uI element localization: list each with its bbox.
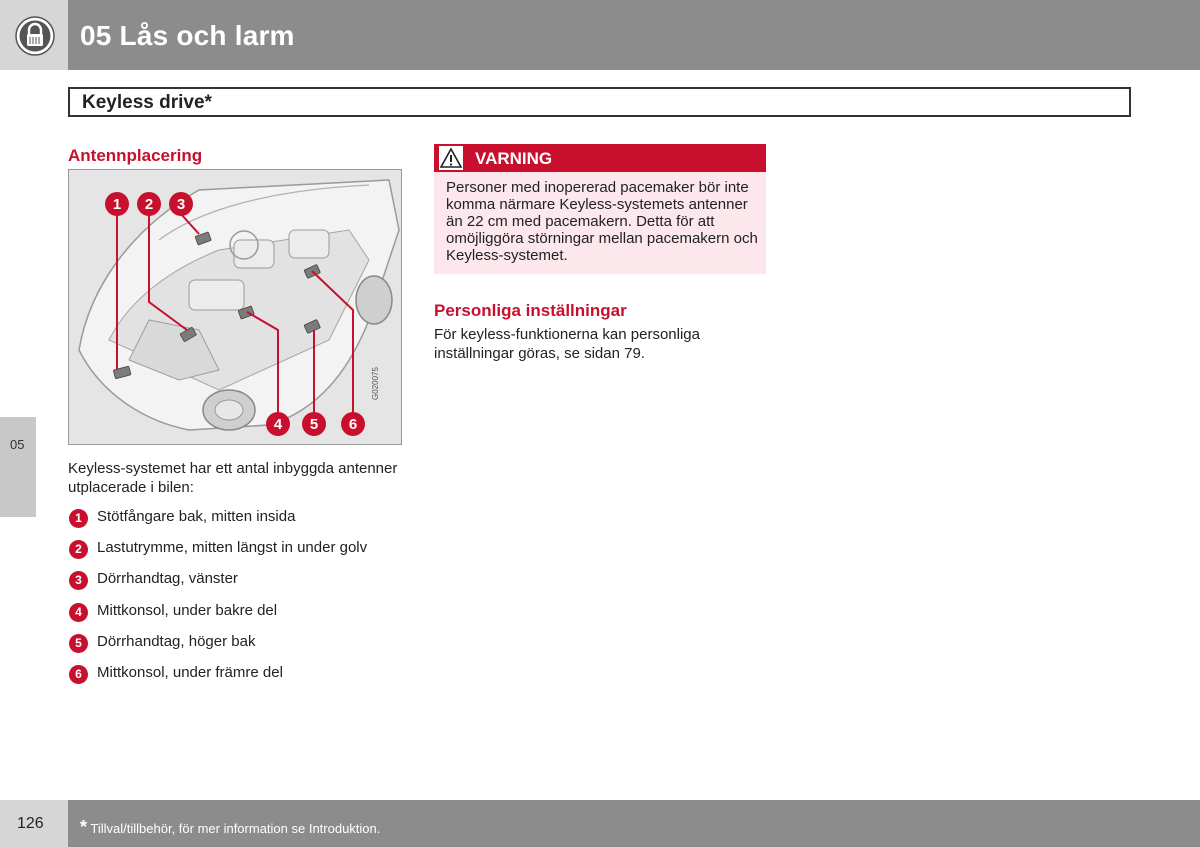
list-item xyxy=(68,568,408,599)
list-item-text: Dörrhandtag, vänster xyxy=(97,570,238,588)
number-badge: 2 xyxy=(69,540,88,559)
car-antenna-figure xyxy=(68,169,402,445)
list-item xyxy=(68,600,408,631)
list-item-text: Dörrhandtag, höger bak xyxy=(97,632,256,650)
chapter-side-tab xyxy=(0,417,36,517)
list-item-text: Mittkonsol, under bakre del xyxy=(97,601,278,619)
warning-box xyxy=(434,144,766,274)
chapter-title: 05 Lås och larm xyxy=(80,20,295,51)
warning-text: Personer med inopererad pacemaker bör inte komma närmare Keyless-systemets antenner än 22 cm med pacemakern. Detta för att omöjliggöra störningar mellan pacemakern och Keyless-systemet. xyxy=(446,179,758,264)
list-item-text: Lastutrymme, mitten längst in under golv xyxy=(97,539,368,557)
footnote xyxy=(80,817,380,838)
footnote-star: * xyxy=(80,817,88,837)
list-item xyxy=(68,506,408,537)
header-left-block xyxy=(0,0,68,70)
number-badge: 4 xyxy=(69,603,88,622)
list-item-text: Mittkonsol, under främre del xyxy=(97,663,283,681)
figure-code: G020075 xyxy=(371,367,380,400)
car-illustration xyxy=(69,170,402,445)
figure-marker-5: 5 xyxy=(309,416,319,433)
lock-icon xyxy=(15,16,55,56)
figure-marker-3: 3 xyxy=(176,196,186,213)
number-badge: 5 xyxy=(69,634,88,653)
personal-settings-heading: Personliga inställningar xyxy=(434,301,627,320)
section-title: Keyless drive* xyxy=(82,92,212,113)
figure-marker-6: 6 xyxy=(348,416,358,433)
number-badge: 1 xyxy=(69,509,88,528)
side-tab-label: 05 xyxy=(10,437,25,452)
figure-marker-4: 4 xyxy=(273,416,283,433)
list-item-text: Stötfångare bak, mitten insida xyxy=(97,508,296,525)
antenna-list xyxy=(68,506,408,693)
section-title-box xyxy=(68,87,1131,117)
list-item xyxy=(68,537,408,568)
warning-header xyxy=(434,144,766,172)
footnote-text: Tillval/tillbehör, för mer information se Introduktion. xyxy=(90,821,381,836)
number-badge: 6 xyxy=(69,665,88,684)
antenna-intro-text: Keyless-systemet har ett antal inbyggda antenner utplacerade i bilen: xyxy=(68,460,398,496)
warning-triangle-icon xyxy=(439,146,463,170)
number-badge: 3 xyxy=(69,571,88,590)
figure-marker-2: 2 xyxy=(144,196,154,213)
personal-settings-text: För keyless-funktionerna kan personliga inställningar göras, se sidan 79. xyxy=(434,326,700,362)
list-item xyxy=(68,631,408,662)
list-item xyxy=(68,662,408,693)
antenna-placement-heading: Antennplacering xyxy=(68,146,203,165)
figure-marker-1: 1 xyxy=(112,196,122,213)
warning-title: VARNING xyxy=(475,149,553,168)
page-number: 126 xyxy=(17,815,44,832)
